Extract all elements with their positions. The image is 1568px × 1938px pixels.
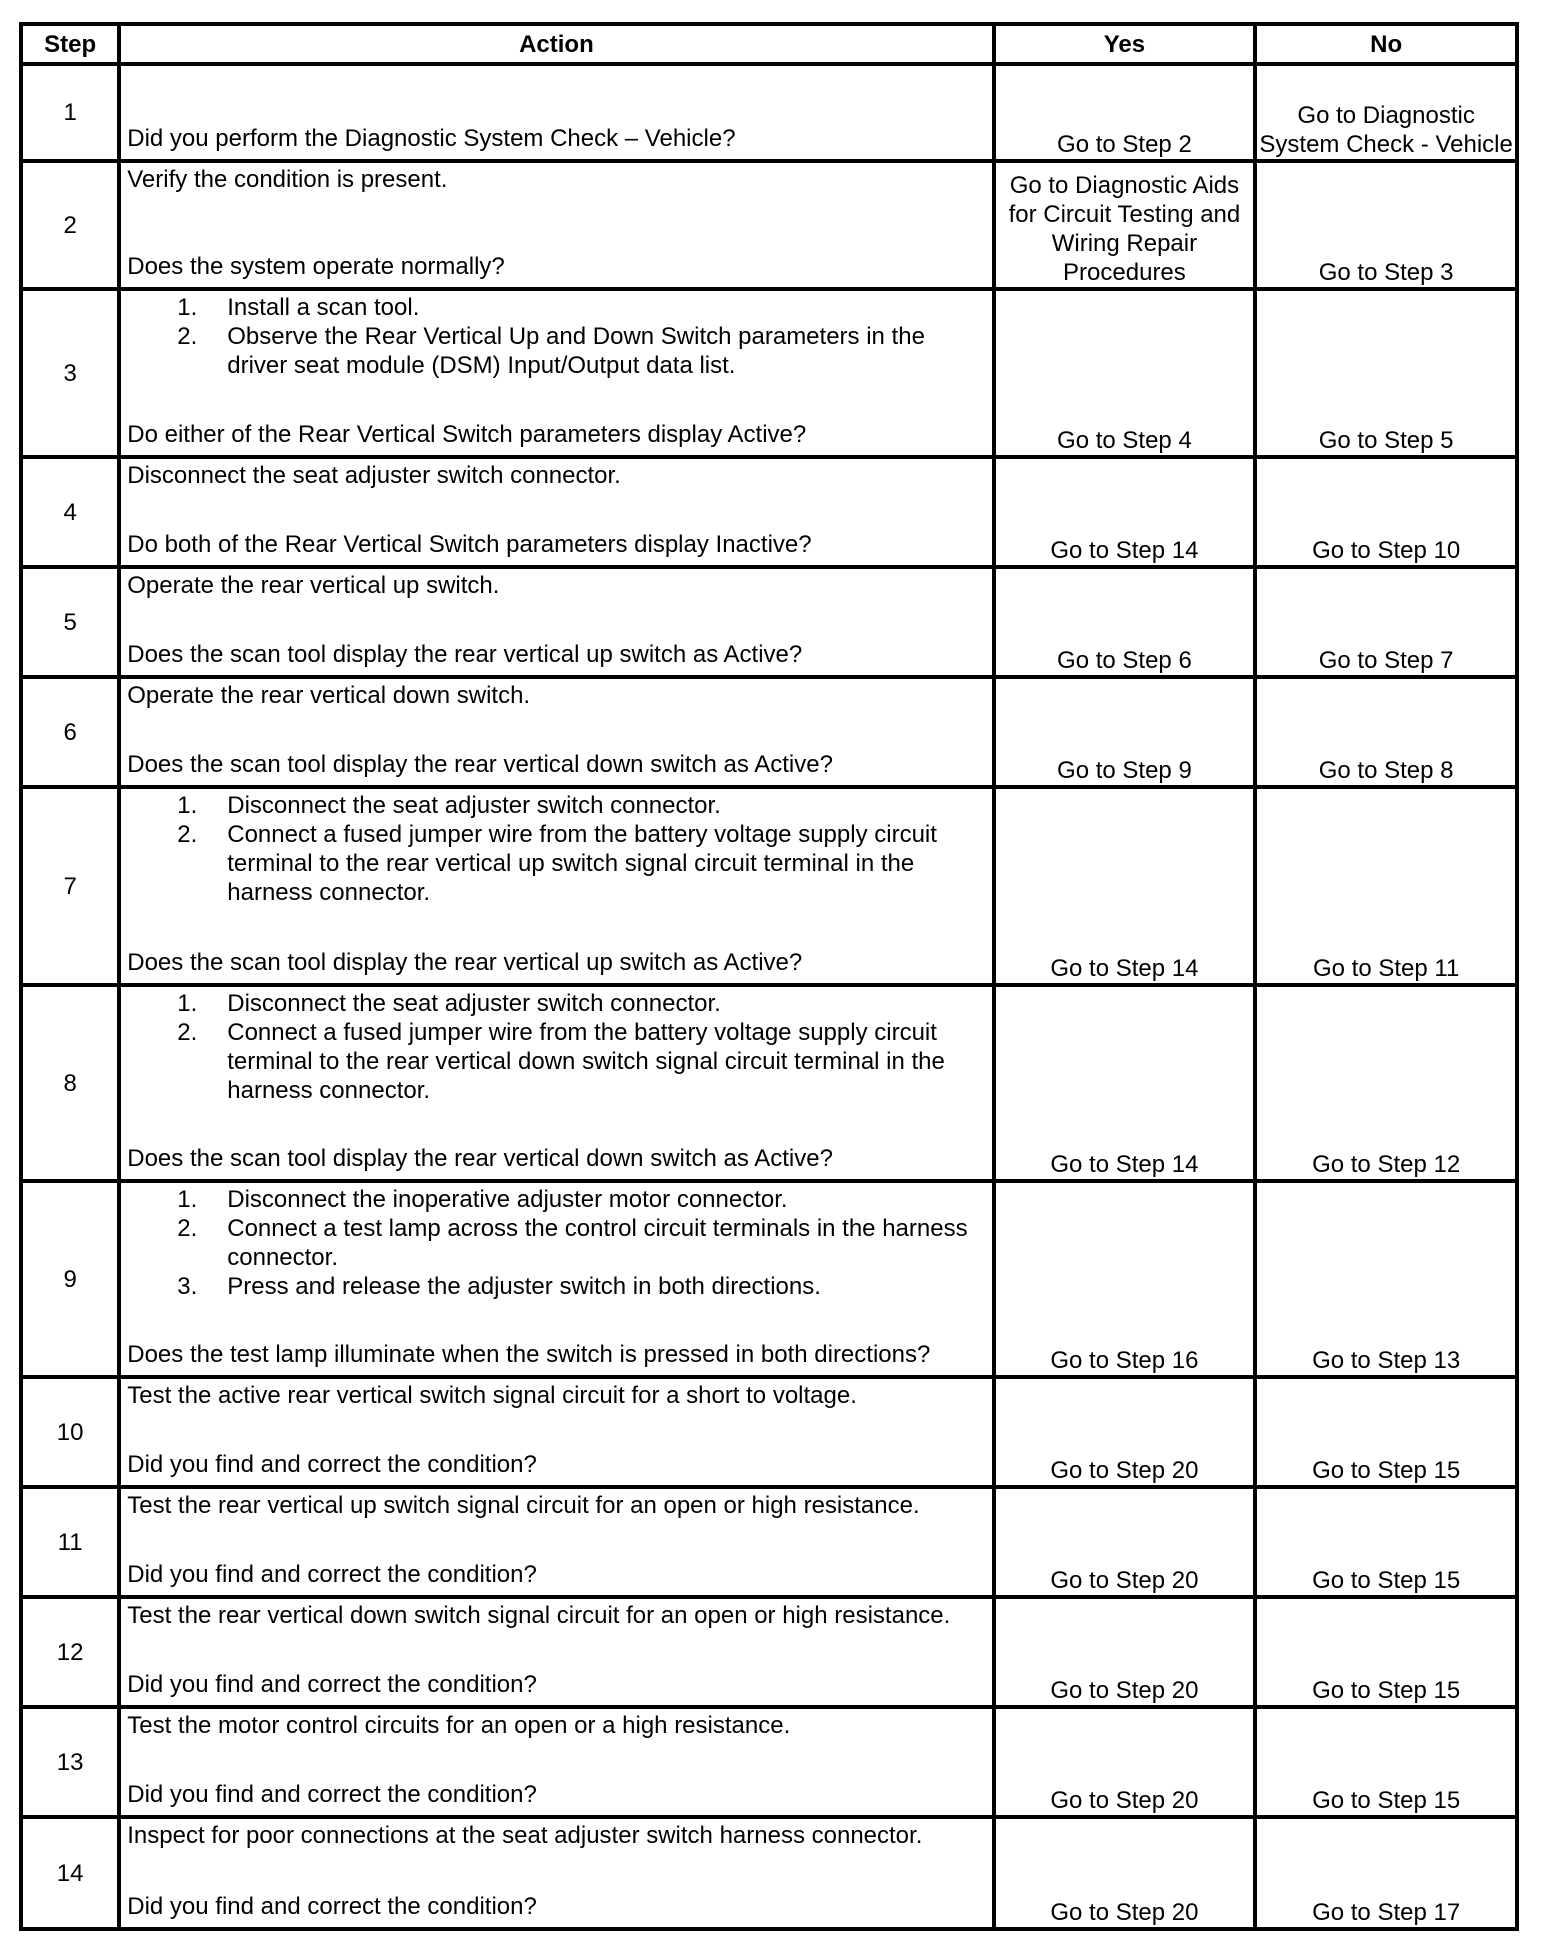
action-instructions [127, 293, 985, 380]
table-row [21, 677, 1517, 787]
action-cell [119, 457, 993, 567]
action-instructions [127, 1491, 985, 1520]
substep-number: 2. [177, 1019, 198, 1046]
substep-item [127, 1018, 985, 1105]
substep-number: 1. [177, 1186, 198, 1213]
substep-item [127, 322, 985, 380]
no-outcome: Go to Diagnostic System Check - Vehicle [1255, 64, 1517, 161]
action-content [121, 163, 991, 287]
substep-number: 1. [177, 294, 198, 321]
yes-outcome: Go to Diagnostic Aids for Circuit Testing and Wiring Repair Procedures [994, 161, 1256, 289]
action-question: Did you find and correct the condition? [127, 1671, 537, 1698]
step-number: 8 [21, 985, 119, 1181]
action-cell [119, 289, 993, 457]
action-cell [119, 787, 993, 985]
action-intro: Test the rear vertical down switch signal circuit for an open or high resistance. [127, 1602, 951, 1629]
action-cell [119, 985, 993, 1181]
header-action: Action [119, 24, 993, 64]
step-number: 1 [21, 64, 119, 161]
substep-text: Connect a test lamp across the control circuit terminals in the harness connector. [227, 1215, 968, 1271]
yes-outcome: Go to Step 6 [994, 567, 1256, 677]
no-outcome: Go to Step 12 [1255, 985, 1517, 1181]
action-cell [119, 64, 993, 161]
action-question: Did you find and correct the condition? [127, 1893, 537, 1920]
action-cell [119, 1597, 993, 1707]
table-row [21, 985, 1517, 1181]
action-intro: Operate the rear vertical down switch. [127, 682, 531, 709]
substep-number: 2. [177, 1215, 198, 1242]
action-instructions [127, 571, 985, 600]
action-intro: Test the rear vertical up switch signal circuit for an open or high resistance. [127, 1492, 920, 1519]
table-row [21, 567, 1517, 677]
substep-list [127, 791, 985, 907]
action-intro: Inspect for poor connections at the seat adjuster switch harness connector. [127, 1822, 923, 1849]
action-question: Does the scan tool display the rear vertical down switch as Active? [127, 751, 833, 778]
action-cell [119, 677, 993, 787]
substep-number: 1. [177, 792, 198, 819]
no-outcome: Go to Step 10 [1255, 457, 1517, 567]
step-number: 14 [21, 1817, 119, 1929]
action-intro: Operate the rear vertical up switch. [127, 572, 500, 599]
substep-item [127, 1185, 985, 1214]
action-cell [119, 1181, 993, 1377]
action-content [121, 789, 991, 983]
action-question: Did you perform the Diagnostic System Check – Vehicle? [127, 125, 736, 152]
action-question: Does the scan tool display the rear vertical up switch as Active? [127, 949, 803, 976]
step-number: 7 [21, 787, 119, 985]
no-outcome: Go to Step 13 [1255, 1181, 1517, 1377]
yes-outcome: Go to Step 14 [994, 457, 1256, 567]
table-row [21, 1181, 1517, 1377]
table-row [21, 1817, 1517, 1929]
substep-number: 1. [177, 990, 198, 1017]
action-instructions [127, 1185, 985, 1301]
action-cell [119, 1487, 993, 1597]
action-content [121, 459, 991, 565]
action-content [121, 291, 991, 455]
step-number: 10 [21, 1377, 119, 1487]
no-outcome: Go to Step 11 [1255, 787, 1517, 985]
action-instructions [127, 165, 985, 194]
substep-item [127, 1272, 985, 1301]
action-instructions [127, 681, 985, 710]
action-cell [119, 1817, 993, 1929]
action-instructions [127, 461, 985, 490]
yes-outcome: Go to Step 2 [994, 64, 1256, 161]
step-number: 4 [21, 457, 119, 567]
action-question: Does the test lamp illuminate when the switch is pressed in both directions? [127, 1341, 931, 1368]
substep-item [127, 1214, 985, 1272]
action-instructions [127, 1601, 985, 1630]
action-content [121, 1183, 991, 1375]
action-question: Did you find and correct the condition? [127, 1561, 537, 1588]
yes-outcome: Go to Step 14 [994, 985, 1256, 1181]
action-content [121, 569, 991, 675]
action-intro: Disconnect the seat adjuster switch connector. [127, 462, 621, 489]
action-cell [119, 1707, 993, 1817]
substep-text: Install a scan tool. [227, 294, 420, 321]
action-cell [119, 567, 993, 677]
yes-outcome: Go to Step 4 [994, 289, 1256, 457]
no-outcome: Go to Step 15 [1255, 1487, 1517, 1597]
action-question: Does the scan tool display the rear vertical down switch as Active? [127, 1145, 833, 1172]
header-no: No [1255, 24, 1517, 64]
yes-outcome: Go to Step 20 [994, 1707, 1256, 1817]
substep-text: Observe the Rear Vertical Up and Down Switch parameters in the driver seat module (DSM) Input/Output data list. [227, 323, 925, 379]
table-row [21, 1377, 1517, 1487]
substep-list [127, 989, 985, 1105]
substep-text: Connect a fused jumper wire from the battery voltage supply circuit terminal to the rear vertical up switch signal circuit terminal in the harness connector. [227, 821, 937, 906]
substep-text: Connect a fused jumper wire from the battery voltage supply circuit terminal to the rear vertical down switch signal circuit terminal in the harness connector. [227, 1019, 945, 1104]
yes-outcome: Go to Step 9 [994, 677, 1256, 787]
substep-text: Disconnect the inoperative adjuster motor connector. [227, 1186, 788, 1213]
step-number: 9 [21, 1181, 119, 1377]
substep-list [127, 293, 985, 380]
action-question: Did you find and correct the condition? [127, 1781, 537, 1808]
action-instructions [127, 1381, 985, 1410]
action-content [121, 1489, 991, 1595]
action-content [121, 987, 991, 1179]
yes-outcome: Go to Step 20 [994, 1487, 1256, 1597]
no-outcome: Go to Step 17 [1255, 1817, 1517, 1929]
step-number: 12 [21, 1597, 119, 1707]
action-question: Do either of the Rear Vertical Switch parameters display Active? [127, 421, 807, 448]
substep-item [127, 820, 985, 907]
step-number: 3 [21, 289, 119, 457]
no-outcome: Go to Step 15 [1255, 1597, 1517, 1707]
step-number: 2 [21, 161, 119, 289]
no-outcome: Go to Step 15 [1255, 1377, 1517, 1487]
table-row [21, 457, 1517, 567]
action-instructions [127, 989, 985, 1105]
no-outcome: Go to Step 8 [1255, 677, 1517, 787]
substep-list [127, 1185, 985, 1301]
yes-outcome: Go to Step 14 [994, 787, 1256, 985]
substep-number: 2. [177, 821, 198, 848]
action-question: Did you find and correct the condition? [127, 1451, 537, 1478]
action-content [121, 1709, 991, 1815]
action-intro: Test the active rear vertical switch signal circuit for a short to voltage. [127, 1382, 857, 1409]
action-cell [119, 161, 993, 289]
step-number: 11 [21, 1487, 119, 1597]
yes-outcome: Go to Step 20 [994, 1597, 1256, 1707]
yes-outcome: Go to Step 20 [994, 1817, 1256, 1929]
action-content [121, 1599, 991, 1705]
substep-item [127, 791, 985, 820]
action-content [121, 1819, 991, 1927]
substep-text: Disconnect the seat adjuster switch connector. [227, 990, 721, 1017]
table-row [21, 1707, 1517, 1817]
substep-item [127, 293, 985, 322]
action-content [121, 1379, 991, 1485]
no-outcome: Go to Step 5 [1255, 289, 1517, 457]
no-outcome: Go to Step 15 [1255, 1707, 1517, 1817]
substep-item [127, 989, 985, 1018]
action-intro: Test the motor control circuits for an open or a high resistance. [127, 1712, 791, 1739]
action-content [121, 679, 991, 785]
diagnostic-table [19, 22, 1519, 1931]
header-yes: Yes [994, 24, 1256, 64]
substep-number: 3. [177, 1273, 198, 1300]
action-instructions [127, 1821, 985, 1850]
substep-text: Disconnect the seat adjuster switch connector. [227, 792, 721, 819]
yes-outcome: Go to Step 20 [994, 1377, 1256, 1487]
table-row [21, 289, 1517, 457]
table-row [21, 1487, 1517, 1597]
action-instructions [127, 1711, 985, 1740]
action-question: Do both of the Rear Vertical Switch parameters display Inactive? [127, 531, 812, 558]
table-row [21, 787, 1517, 985]
substep-text: Press and release the adjuster switch in both directions. [227, 1273, 821, 1300]
step-number: 5 [21, 567, 119, 677]
no-outcome: Go to Step 7 [1255, 567, 1517, 677]
no-outcome: Go to Step 3 [1255, 161, 1517, 289]
action-cell [119, 1377, 993, 1487]
substep-number: 2. [177, 323, 198, 350]
action-question: Does the system operate normally? [127, 253, 505, 280]
step-number: 13 [21, 1707, 119, 1817]
action-instructions [127, 791, 985, 907]
header-step: Step [21, 24, 119, 64]
yes-outcome: Go to Step 16 [994, 1181, 1256, 1377]
table-row [21, 64, 1517, 161]
step-number: 6 [21, 677, 119, 787]
table-row [21, 1597, 1517, 1707]
header-row [21, 24, 1517, 64]
action-intro: Verify the condition is present. [127, 166, 448, 193]
action-question: Does the scan tool display the rear vertical up switch as Active? [127, 641, 803, 668]
action-content [121, 66, 991, 159]
table-row [21, 161, 1517, 289]
